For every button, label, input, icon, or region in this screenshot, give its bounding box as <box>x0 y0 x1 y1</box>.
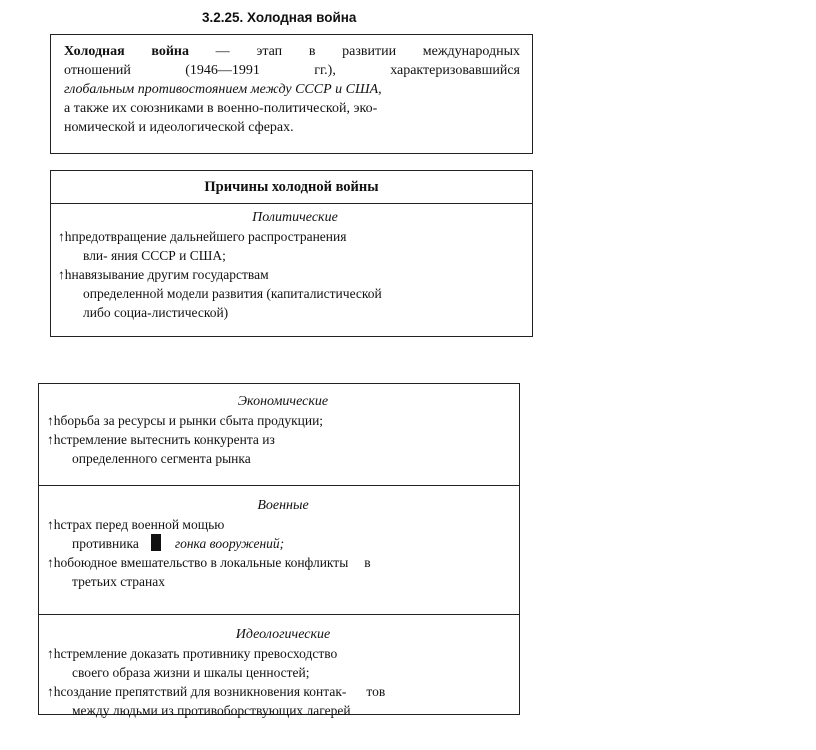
definition-box <box>50 34 533 154</box>
list-item: либо социа-листической) <box>83 305 229 320</box>
list-item: ↑hпредотвращение дальнейшего распространения <box>58 229 347 244</box>
causes-header: Причины холодной войны <box>51 171 532 204</box>
ideological-section <box>39 625 519 743</box>
list-item: ↑hстремление доказать противнику превосходство <box>47 646 338 661</box>
military-title: Военные <box>257 498 309 513</box>
economic-title: Экономические <box>237 394 329 409</box>
list-item: ↑hобоюдное вмешательство в локальные конфликты в <box>47 555 371 570</box>
definition-line-1: Холодная война — этап в развитии международных <box>64 44 520 59</box>
causes-box <box>50 170 533 337</box>
list-item: вли- яния СССР и США; <box>83 248 226 263</box>
list-item: ↑hнавязывание другим государствам <box>58 267 269 282</box>
definition-line-3: глобальным противостоянием между СССР и США, <box>64 82 382 97</box>
list-item: противника гонка вооружений; <box>72 536 285 551</box>
page-title: 3.2.25. Холодная война <box>202 10 357 25</box>
definition-line-2: отношений (1946—1991 гг.), характеризовавшийся <box>64 63 520 78</box>
ideological-title: Идеологические <box>235 627 331 642</box>
political-title: Политические <box>252 210 338 225</box>
list-item: ↑hсоздание препятствий для возникновения контак- тов <box>47 684 386 699</box>
list-item: ↑hборьба за ресурсы и рынки сбыта продукции; <box>47 413 324 428</box>
definition-line-5: номической и идеологической сферах. <box>64 120 294 135</box>
definition-term: Холодная война <box>64 44 189 59</box>
political-section <box>51 208 532 322</box>
economic-section <box>39 392 519 486</box>
definition-line-4: а также их союзниками в военно-политической, эко- <box>64 101 378 116</box>
causes-continued-box <box>38 383 520 718</box>
military-section <box>39 496 519 615</box>
list-item: определенного сегмента рынка <box>72 451 251 466</box>
black-square-icon <box>151 534 161 551</box>
list-item: ↑hстремление вытеснить конкурента из <box>47 432 275 447</box>
list-item: своего образа жизни и шкалы ценностей; <box>72 665 310 680</box>
list-item: между людьми из противоборствующих лагерей <box>72 703 351 718</box>
list-item: ↑hстрах перед военной мощью <box>47 517 225 532</box>
list-item: третьих странах <box>72 574 165 589</box>
list-item: определенной модели развития (капиталистической <box>83 286 382 301</box>
